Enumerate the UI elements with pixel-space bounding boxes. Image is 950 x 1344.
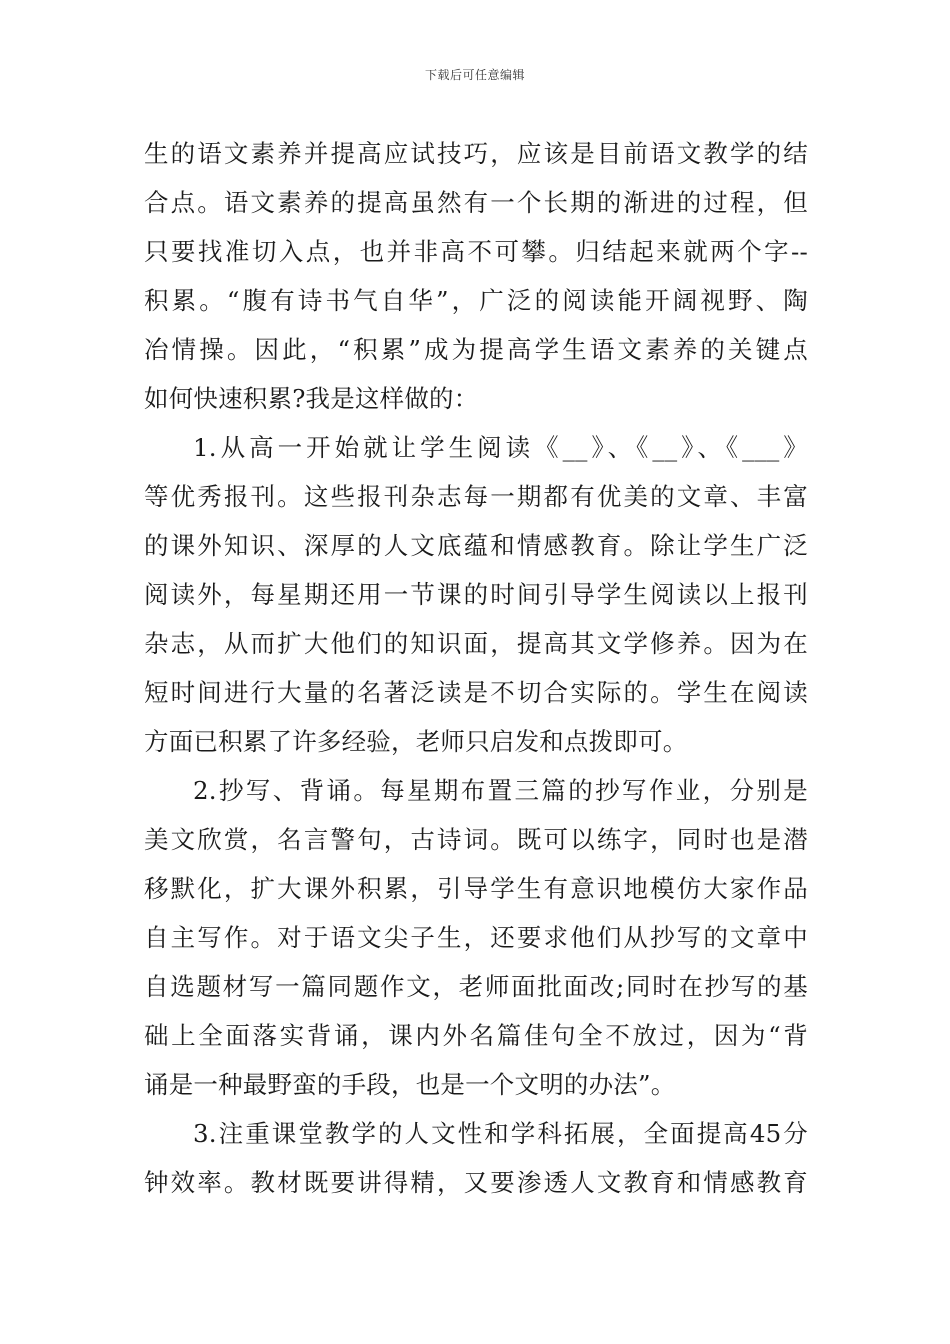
text-line: 等优秀报刊。这些报刊杂志每一期都有优美的文章、丰富 bbox=[144, 482, 808, 511]
document-body bbox=[144, 129, 808, 1207]
text-line: 方面已积累了许多经验，老师只启发和点拨即可。 bbox=[144, 727, 688, 756]
text-line: 合点。语文素养的提高虽然有一个长期的渐进的过程，但 bbox=[144, 188, 808, 217]
text-line: 自主写作。对于语文尖子生，还要求他们从抄写的文章中 bbox=[144, 923, 808, 952]
paragraph-intro bbox=[144, 129, 808, 423]
text-line: 美文欣赏，名言警句，古诗词。既可以练字，同时也是潜 bbox=[144, 825, 808, 854]
text-line: 2.抄写、背诵。每星期布置三篇的抄写作业，分别是 bbox=[193, 776, 808, 805]
text-line: 阅读外，每星期还用一节课的时间引导学生阅读以上报刊 bbox=[144, 580, 808, 609]
text-line: 1.从高一开始就让学生阅读《__》、《__》、《___》 bbox=[193, 433, 808, 462]
text-line: 移默化，扩大课外积累，引导学生有意识地模仿大家作品 bbox=[144, 874, 808, 903]
paragraph-item-1 bbox=[144, 423, 808, 766]
text-line: 生的语文素养并提高应试技巧，应该是目前语文教学的结 bbox=[144, 139, 808, 168]
paragraph-item-3 bbox=[144, 1109, 808, 1207]
text-line: 冶情操。因此，“积累”成为提高学生语文素养的关键点 bbox=[144, 335, 808, 364]
text-line: 积累。“腹有诗书气自华”，广泛的阅读能开阔视野、陶 bbox=[144, 286, 808, 315]
text-line: 杂志，从而扩大他们的知识面，提高其文学修养。因为在 bbox=[144, 629, 808, 658]
text-line: 只要找准切入点，也并非高不可攀。归结起来就两个字-- bbox=[144, 237, 808, 266]
paragraph-item-2 bbox=[144, 766, 808, 1109]
text-line: 短时间进行大量的名著泛读是不切合实际的。学生在阅读 bbox=[144, 678, 808, 707]
text-line: 础上全面落实背诵，课内外名篇佳句全不放过，因为“背 bbox=[144, 1021, 808, 1050]
page-header: 下载后可任意编辑 bbox=[424, 68, 525, 82]
text-line: 如何快速积累?我是这样做的： bbox=[144, 384, 479, 413]
text-line: 自选题材写一篇同题作文，老师面批面改;同时在抄写的基 bbox=[144, 972, 808, 1001]
text-line: 诵是一种最野蛮的手段，也是一个文明的办法”。 bbox=[144, 1070, 676, 1099]
text-line: 的课外知识、深厚的人文底蕴和情感教育。除让学生广泛 bbox=[144, 531, 808, 560]
text-line: 钟效率。教材既要讲得精，又要渗透人文教育和情感教育 bbox=[144, 1168, 808, 1197]
text-line: 3.注重课堂教学的人文性和学科拓展，全面提高45分 bbox=[193, 1119, 808, 1148]
